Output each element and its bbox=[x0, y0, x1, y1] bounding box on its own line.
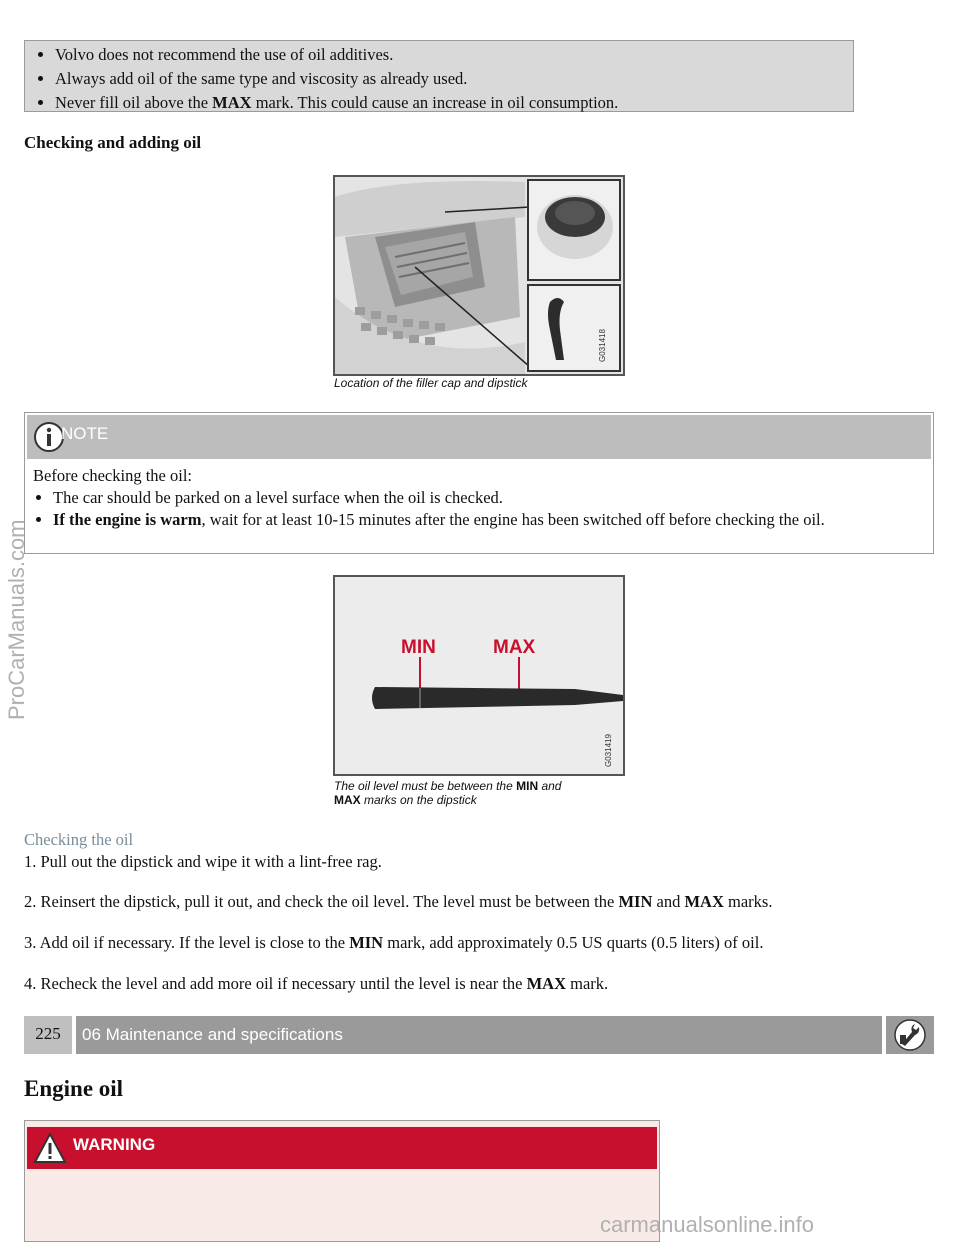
checking-steps bbox=[24, 829, 382, 873]
figure-code: G031419 bbox=[604, 734, 613, 767]
chapter-title: 06 Maintenance and specifications bbox=[76, 1016, 882, 1054]
figure-code: G031418 bbox=[598, 329, 607, 362]
list-item: • Volvo does not recommend the use of oil additives. bbox=[55, 43, 853, 67]
list-item: • The car should be parked on a level surface when the oil is checked. bbox=[53, 487, 925, 509]
wrench-icon bbox=[886, 1016, 934, 1054]
note-box bbox=[24, 412, 934, 554]
engine-bay-figure bbox=[333, 175, 625, 376]
figure-caption: Location of the filler cap and dipstick bbox=[334, 376, 528, 390]
warning-triangle-icon bbox=[33, 1132, 67, 1164]
warning-header bbox=[27, 1127, 657, 1169]
note-title: NOTE bbox=[61, 424, 109, 443]
page-title: Engine oil bbox=[24, 1076, 124, 1101]
dipstick-figure bbox=[333, 575, 625, 776]
note-body bbox=[25, 461, 933, 535]
note-header bbox=[27, 415, 931, 459]
watermark-bottom: carmanualsonline.info bbox=[600, 1212, 815, 1237]
max-label: MAX bbox=[493, 637, 536, 658]
warning-box bbox=[24, 1120, 660, 1242]
step-1: 1. Pull out the dipstick and wipe it with a lint-free rag. bbox=[24, 852, 382, 871]
chapter-footer bbox=[24, 1016, 934, 1054]
warning-title: WARNING bbox=[73, 1135, 156, 1154]
list-item: • Always add oil of the same type and viscosity as already used. bbox=[55, 67, 853, 91]
step-3: 3. Add oil if necessary. If the level is close to the MIN mark, add approximately 0.5 US quarts (0.5 liters) of oil. bbox=[24, 933, 764, 952]
wrench-icon-box bbox=[886, 1016, 934, 1054]
list-item: • Never fill oil above the MAX mark. This could cause an increase in oil consumption. bbox=[55, 91, 853, 115]
subheading: Checking the oil bbox=[24, 830, 134, 849]
min-label: MIN bbox=[401, 637, 436, 658]
dipstick-illustration bbox=[335, 577, 623, 774]
figure-caption: The oil level must be between the MIN and MAX marks on the dipstick bbox=[334, 779, 562, 807]
step-4: 4. Recheck the level and add more oil if necessary until the level is near the MAX mark. bbox=[24, 974, 609, 993]
step-2: 2. Reinsert the dipstick, pull it out, and check the oil level. The level must be between the MIN and MAX marks. bbox=[24, 892, 773, 911]
page-number: 225 bbox=[24, 1016, 72, 1054]
engine-bay-illustration bbox=[335, 177, 623, 374]
oil-advice-list bbox=[25, 41, 853, 115]
watermark-left: ProCarManuals.com bbox=[4, 519, 29, 720]
section-heading: Checking and adding oil bbox=[24, 133, 202, 152]
note-list bbox=[33, 487, 925, 531]
oil-advice-box bbox=[24, 40, 854, 112]
list-item: • If the engine is warm, wait for at least 10-15 minutes after the engine has been switched off before checking the oil. bbox=[53, 509, 925, 531]
note-intro: Before checking the oil: bbox=[33, 466, 192, 485]
